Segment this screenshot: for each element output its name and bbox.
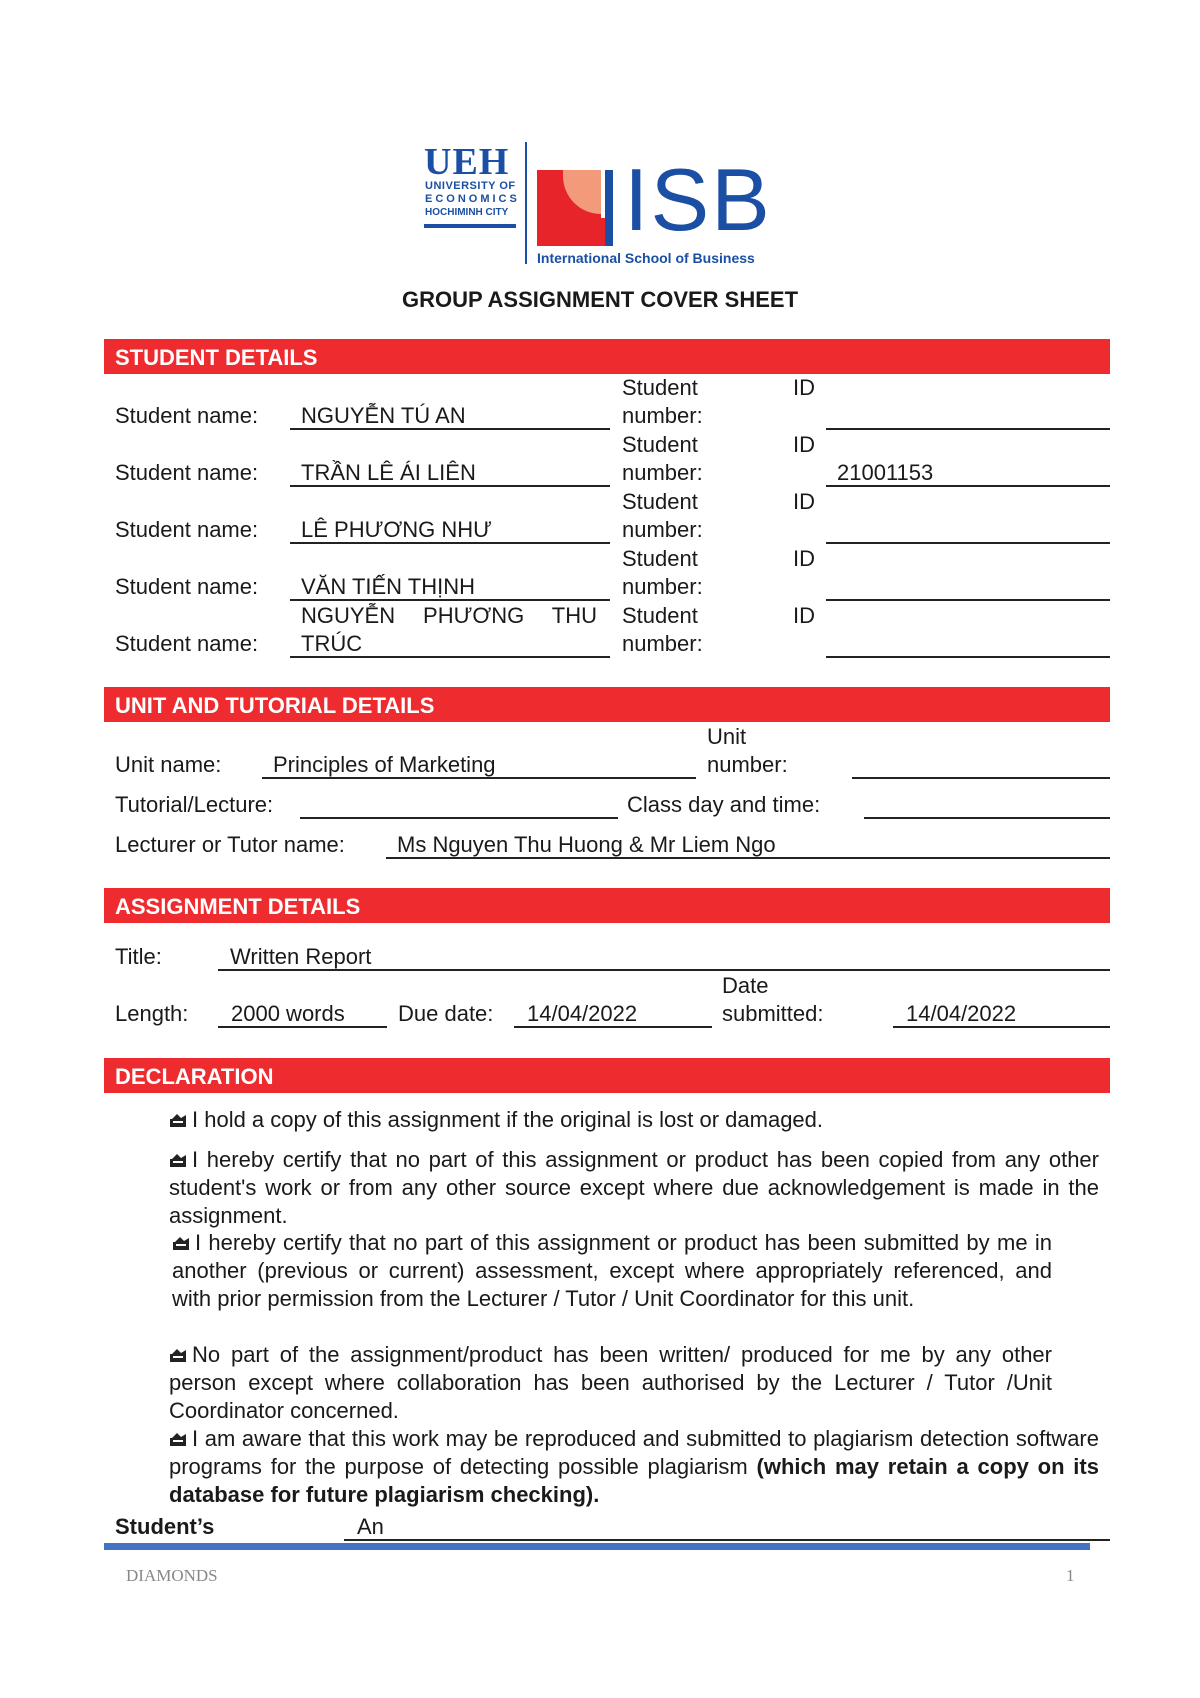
length-label: Length: — [115, 1001, 189, 1026]
pen-hand-icon — [169, 1147, 189, 1162]
ueh-line-1: UNIVERSITY OF — [425, 180, 516, 192]
student-number-label: number: — [622, 403, 703, 428]
due-date-field[interactable] — [514, 1026, 712, 1028]
ueh-logo-text: UEH — [424, 141, 510, 183]
student-number-label: number: — [622, 574, 703, 599]
declaration-text: I hereby certify that no part of this assignment or product has been submitted by me in another (previous or current) assessment, except where appropriately referenced, and with prior permission from the Lecturer / Tutor / Unit Coordinator for this unit. — [172, 1230, 1052, 1311]
ueh-line-2: ECONOMICS — [425, 193, 520, 205]
student-id-label-suffix: ID — [793, 489, 815, 514]
declaration-item — [169, 1425, 1099, 1509]
due-date-value: 14/04/2022 — [527, 1001, 638, 1026]
pen-hand-icon — [169, 1426, 189, 1441]
pen-hand-icon — [169, 1107, 189, 1122]
declaration-item — [169, 1106, 1099, 1134]
student-name-value-line-1: NGUYỄN PHƯƠNG THU — [301, 603, 597, 628]
student-id-label: Student — [622, 489, 698, 514]
class-time-field[interactable] — [864, 817, 1110, 819]
student-name-value: LÊ PHƯƠNG NHƯ — [301, 517, 492, 542]
isb-logo-text: ISB — [624, 150, 772, 249]
pen-hand-icon — [169, 1342, 189, 1357]
page-number: 1 — [1066, 1566, 1075, 1585]
isb-emblem-icon — [537, 170, 619, 246]
university-logo — [424, 140, 794, 270]
student-number-label: number: — [622, 517, 703, 542]
unit-name-value: Principles of Marketing — [273, 752, 496, 777]
length-value: 2000 words — [231, 1001, 345, 1026]
student-id-field[interactable] — [826, 485, 1110, 487]
tutorial-label: Tutorial/Lecture: — [115, 792, 274, 817]
student-name-field[interactable] — [290, 542, 610, 544]
student-name-field[interactable] — [290, 599, 610, 601]
student-name-value: VĂN TIẾN THỊNH — [301, 574, 475, 599]
student-name-label: Student name: — [115, 403, 259, 428]
unit-number-label-1: Unit — [707, 724, 747, 749]
due-date-label: Due date: — [398, 1001, 494, 1026]
lecturer-field[interactable] — [386, 857, 1110, 859]
student-name-value-line-2: TRÚC — [301, 631, 363, 656]
footer-rule — [104, 1543, 1090, 1550]
student-number-label: number: — [622, 460, 703, 485]
title-value: Written Report — [230, 944, 372, 969]
declaration-text: I hereby certify that no part of this assignment or product has been copied from any other student's work or from any other source except where due acknowledgement is made in the assignment. — [169, 1147, 1099, 1228]
student-id-field[interactable] — [826, 542, 1110, 544]
pen-hand-icon — [172, 1230, 192, 1245]
declaration-item — [169, 1146, 1099, 1230]
student-id-field[interactable] — [826, 599, 1110, 601]
student-name-label: Student name: — [115, 517, 259, 542]
student-name-label: Student name: — [115, 574, 259, 599]
declaration-text-bold: (which may retain a copy on its database for future plagiarism checking). — [169, 1454, 1099, 1507]
student-number-label: number: — [622, 631, 703, 656]
student-id-label-suffix: ID — [793, 375, 815, 400]
section-bar-student-details: STUDENT DETAILS — [104, 339, 1110, 374]
student-name-value: NGUYỄN TÚ AN — [301, 403, 466, 428]
title-field[interactable] — [218, 969, 1110, 971]
student-id-value: 21001153 — [837, 460, 934, 485]
section-bar-unit-details: UNIT AND TUTORIAL DETAILS — [104, 687, 1110, 722]
tutorial-field[interactable] — [300, 817, 618, 819]
student-id-label: Student — [622, 546, 698, 571]
date-submitted-value: 14/04/2022 — [906, 1001, 1017, 1026]
section-bar-declaration: DECLARATION — [104, 1058, 1110, 1093]
unit-number-field[interactable] — [852, 777, 1110, 779]
ueh-underline — [424, 224, 516, 228]
signature-value: An — [357, 1514, 384, 1539]
declaration-text: No part of the assignment/product has been written/ produced for me by any other person except where collaboration has been authorised by the Lecturer / Tutor /Unit Coordinator concerned. — [169, 1342, 1052, 1423]
lecturer-label: Lecturer or Tutor name: — [115, 832, 345, 857]
date-submitted-label-2: submitted: — [722, 1001, 824, 1026]
student-id-field[interactable] — [826, 656, 1110, 658]
student-id-label: Student — [622, 375, 698, 400]
student-id-label-suffix: ID — [793, 546, 815, 571]
student-name-field[interactable] — [290, 656, 610, 658]
student-name-label: Student name: — [115, 460, 259, 485]
student-name-field[interactable] — [290, 428, 610, 430]
section-bar-assignment-details: ASSIGNMENT DETAILS — [104, 888, 1110, 923]
footer-text: DIAMONDS — [126, 1566, 218, 1585]
page-title: GROUP ASSIGNMENT COVER SHEET — [401, 287, 799, 312]
student-id-label: Student — [622, 432, 698, 457]
student-id-label: Student — [622, 603, 698, 628]
unit-name-field[interactable] — [262, 777, 696, 779]
unit-name-label: Unit name: — [115, 752, 222, 777]
student-id-label-suffix: ID — [793, 603, 815, 628]
ueh-line-3: HOCHIMINH CITY — [425, 207, 509, 218]
lecturer-value: Ms Nguyen Thu Huong & Mr Liem Ngo — [397, 832, 776, 857]
student-id-label-suffix: ID — [793, 432, 815, 457]
declaration-item — [169, 1341, 1052, 1425]
student-name-field[interactable] — [290, 485, 610, 487]
declaration-text: I am aware that this work may be reproduced and submitted to plagiarism detection software programs for the purpose of detecting possible plagiarism — [169, 1426, 1099, 1479]
signature-field[interactable] — [344, 1539, 1110, 1541]
logo-divider — [525, 142, 527, 264]
unit-number-label-2: number: — [707, 752, 788, 777]
title-label: Title: — [115, 944, 162, 969]
student-name-value: TRẦN LÊ ÁI LIÊN — [301, 460, 476, 485]
isb-subtitle: International School of Business — [537, 250, 755, 266]
date-submitted-label-1: Date — [722, 973, 769, 998]
student-id-field[interactable] — [826, 428, 1110, 430]
class-time-label: Class day and time: — [627, 792, 821, 817]
declaration-text: I hold a copy of this assignment if the original is lost or damaged. — [192, 1107, 824, 1132]
signature-label: Student’s — [115, 1514, 215, 1539]
length-field[interactable] — [218, 1026, 387, 1028]
date-submitted-field[interactable] — [893, 1026, 1110, 1028]
student-name-label: Student name: — [115, 631, 259, 656]
declaration-item — [172, 1229, 1052, 1313]
